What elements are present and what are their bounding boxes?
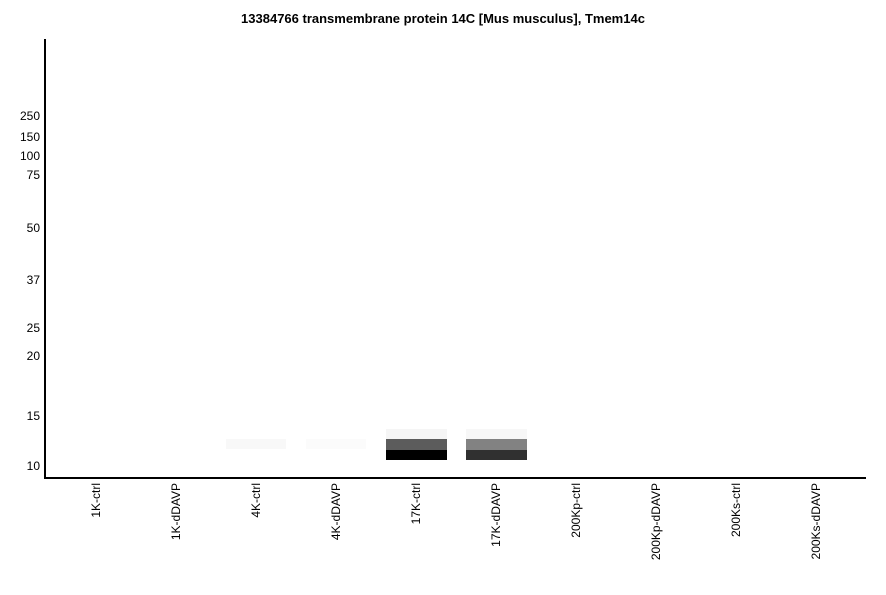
band-17K-ctrl-bottom — [386, 450, 447, 460]
lane-label-17K-dDAVP: 17K-dDAVP — [489, 483, 503, 547]
band-17K-dDAVP-middle — [466, 439, 527, 450]
y-axis-line — [44, 39, 46, 479]
y-tick-label-10: 10 — [26, 459, 40, 473]
lane-label-4K-dDAVP: 4K-dDAVP — [329, 483, 343, 541]
y-tick-label-100: 100 — [19, 149, 40, 163]
y-tick-label-25: 25 — [26, 321, 40, 335]
y-tick-label-75: 75 — [26, 168, 40, 182]
lane-label-1K-dDAVP: 1K-dDAVP — [169, 483, 183, 541]
lane-label-1K-ctrl: 1K-ctrl — [89, 483, 103, 518]
y-tick-label-50: 50 — [26, 221, 40, 235]
y-tick-label-37: 37 — [26, 273, 40, 287]
band-17K-ctrl-top — [386, 429, 447, 439]
band-17K-dDAVP-top — [466, 429, 527, 439]
y-tick-label-250: 250 — [19, 109, 40, 123]
y-tick-label-20: 20 — [26, 349, 40, 363]
x-axis-line — [44, 477, 866, 479]
band-4K-dDAVP — [306, 439, 366, 449]
y-tick-label-150: 150 — [19, 130, 40, 144]
lane-label-200Kp-dDAVP: 200Kp-dDAVP — [649, 483, 663, 561]
y-tick-label-15: 15 — [26, 409, 40, 423]
page-title: 13384766 transmembrane protein 14C [Mus musculus], Tmem14c — [241, 11, 645, 26]
lane-label-4K-ctrl: 4K-ctrl — [249, 483, 263, 518]
lane-label-200Ks-ctrl: 200Ks-ctrl — [729, 483, 743, 538]
lane-label-200Ks-dDAVP: 200Ks-dDAVP — [809, 483, 823, 560]
band-17K-dDAVP-bottom — [466, 450, 527, 460]
band-4K-ctrl — [226, 439, 286, 449]
band-17K-ctrl-middle — [386, 439, 447, 450]
lane-label-17K-ctrl: 17K-ctrl — [409, 483, 423, 525]
lane-label-200Kp-ctrl: 200Kp-ctrl — [569, 483, 583, 538]
